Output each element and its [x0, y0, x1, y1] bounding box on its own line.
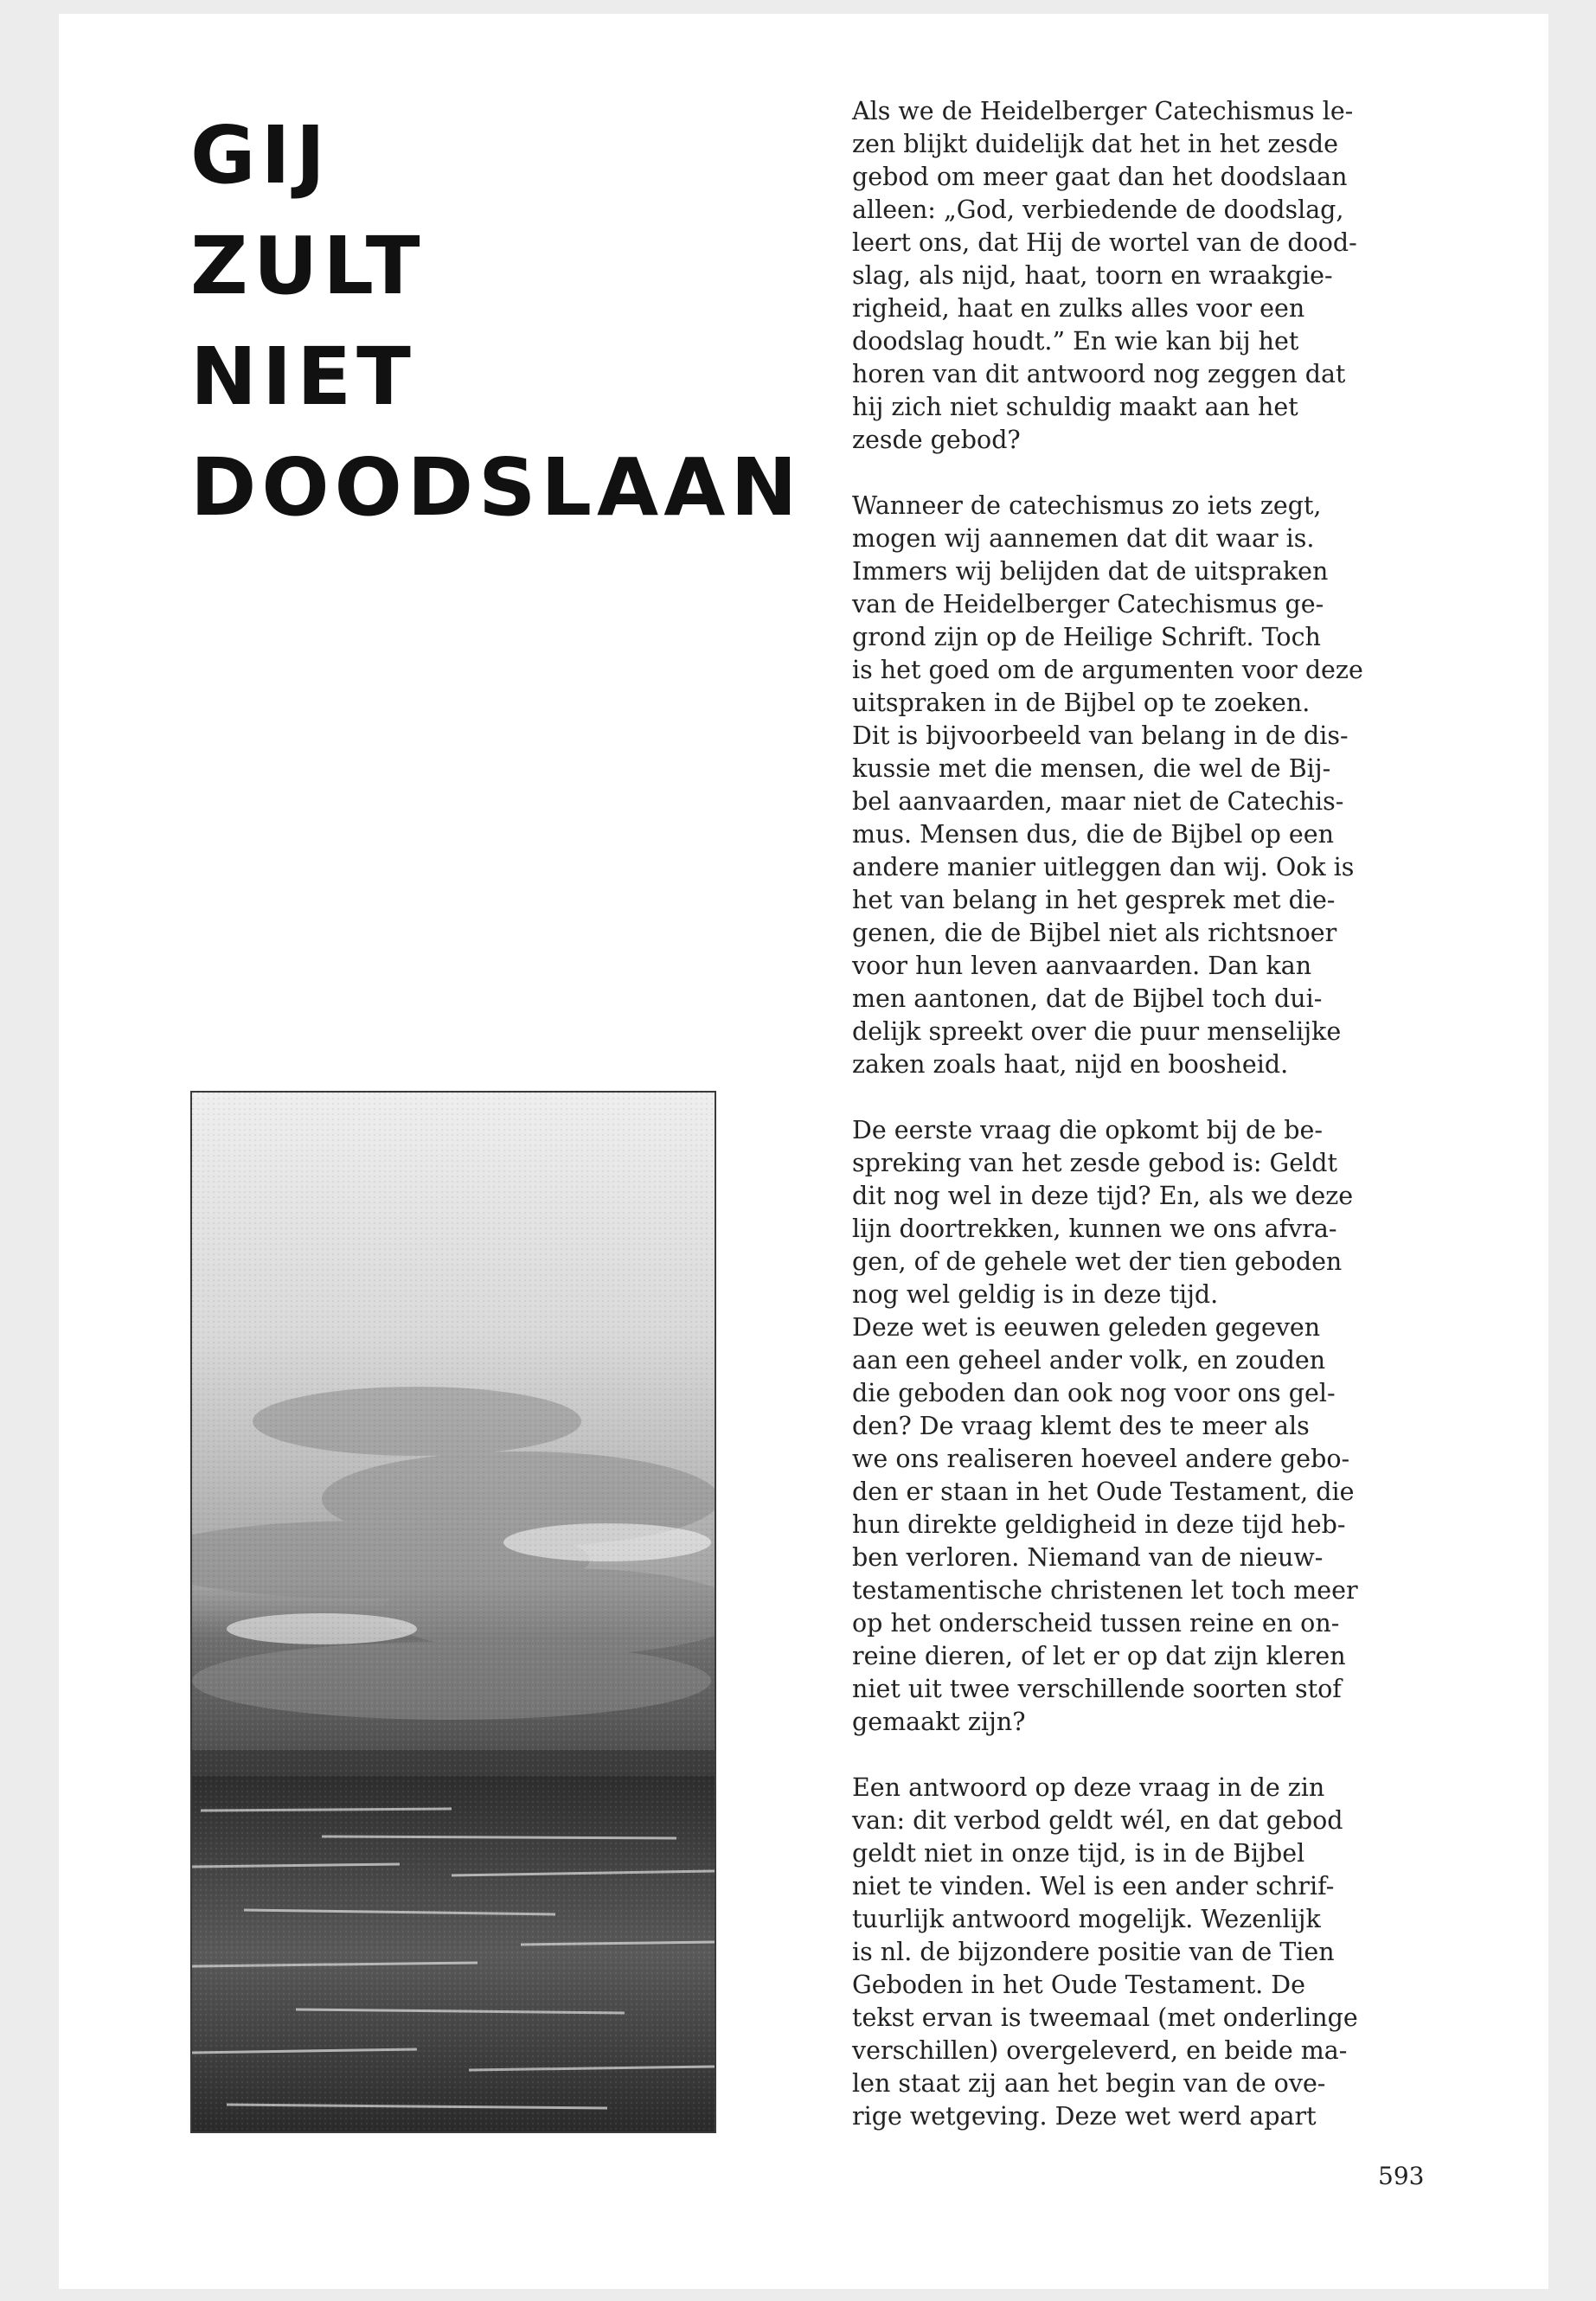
text-line: verschillen) overgeleverd, en beide ma-: [852, 2036, 1348, 2065]
text-line: delijk spreekt over die puur menselijke: [852, 1017, 1342, 1046]
paragraph-2: [852, 490, 1423, 1081]
text-line: dit nog wel in deze tijd? En, als we deze: [852, 1182, 1354, 1210]
text-line: niet uit twee verschillende soorten stof: [852, 1675, 1342, 1703]
text-line: hun direkte geldigheid in deze tijd heb-: [852, 1510, 1346, 1539]
text-line: grond zijn op de Heilige Schrift. Toch: [852, 623, 1321, 651]
title-line-2: ZULT: [190, 220, 426, 312]
text-line: De eerste vraag die opkomt bij de be-: [852, 1116, 1323, 1144]
text-line: den? De vraag klemt des te meer als: [852, 1412, 1310, 1440]
text-line: Als we de Heidelberger Catechismus le-: [852, 97, 1354, 125]
text-line: andere manier uitleggen dan wij. Ook is: [852, 853, 1355, 881]
text-line: op het onderscheid tussen reine en on-: [852, 1609, 1340, 1638]
text-line: nog wel geldig is in deze tijd.: [852, 1280, 1219, 1309]
text-line: zesde gebod?: [852, 426, 1021, 454]
text-line: zen blijkt duidelijk dat het in het zesde: [852, 130, 1338, 158]
text-line: van de Heidelberger Catechismus ge-: [852, 590, 1324, 619]
page-number: 593: [1378, 2162, 1425, 2190]
text-line: zaken zoals haat, nijd en boosheid.: [852, 1050, 1289, 1079]
paragraph-3: [852, 1114, 1423, 1311]
text-line: Een antwoord op deze vraag in de zin: [852, 1773, 1325, 1802]
text-line: spreking van het zesde gebod is: Geldt: [852, 1149, 1337, 1177]
text-line: mus. Mensen dus, die de Bijbel op een: [852, 820, 1334, 849]
text-line: hij zich niet schuldig maakt aan het: [852, 393, 1298, 421]
title-line-4: DOODSLAAN: [190, 441, 803, 534]
text-line: den er staan in het Oude Testament, die: [852, 1477, 1355, 1506]
text-line: voor hun leven aanvaarden. Dan kan: [852, 952, 1312, 980]
text-line: alleen: „God, verbiedende de doodslag,: [852, 195, 1344, 224]
text-line: doodslag houdt.” En wie kan bij het: [852, 327, 1299, 356]
article-title: [190, 100, 802, 543]
text-line: slag, als nijd, haat, toorn en wraakgie-: [852, 261, 1333, 290]
text-line: tuurlijk antwoord mogelijk. Wezenlijk: [852, 1905, 1321, 1933]
text-line: is nl. de bijzondere positie van de Tien: [852, 1938, 1335, 1966]
text-line: geldt niet in onze tijd, is in de Bijbel: [852, 1839, 1305, 1868]
text-line: Wanneer de catechismus zo iets zegt,: [852, 491, 1322, 520]
text-line: gen, of de gehele wet der tien geboden: [852, 1247, 1343, 1276]
text-line: men aantonen, dat de Bijbel toch dui-: [852, 984, 1323, 1013]
text-line: gemaakt zijn?: [852, 1708, 1026, 1736]
seascape-illustration: [192, 1093, 715, 2131]
text-line: len staat zij aan het begin van de ove-: [852, 2069, 1326, 2098]
text-line: we ons realiseren hoeveel andere gebo-: [852, 1445, 1350, 1473]
paragraph-4: [852, 1311, 1423, 1739]
text-line: bel aanvaarden, maar niet de Catechis-: [852, 787, 1344, 816]
text-line: aan een geheel ander volk, en zouden: [852, 1346, 1326, 1375]
text-line: lijn doortrekken, kunnen we ons afvra-: [852, 1215, 1337, 1243]
text-line: reine dieren, of let er op dat zijn kleren: [852, 1642, 1346, 1670]
text-line: ben verloren. Niemand van de nieuw-: [852, 1543, 1324, 1572]
text-line: Immers wij belijden dat de uitspraken: [852, 557, 1329, 586]
text-line: is het goed om de argumenten voor deze: [852, 656, 1363, 684]
title-line-3: NIET: [190, 330, 416, 423]
text-line: rige wetgeving. Deze wet werd apart: [852, 2102, 1317, 2131]
text-line: mogen wij aannemen dat dit waar is.: [852, 524, 1315, 553]
paragraph-1: [852, 95, 1423, 457]
text-line: kussie met die mensen, die wel de Bij-: [852, 754, 1331, 783]
text-line: Dit is bijvoorbeeld van belang in de dis-: [852, 721, 1349, 750]
text-line: horen van dit antwoord nog zeggen dat: [852, 360, 1346, 388]
text-line: van: dit verbod geldt wél, en dat gebod: [852, 1806, 1343, 1835]
title-line-1: GIJ: [190, 109, 330, 202]
text-line: tekst ervan is tweemaal (met onderlinge: [852, 2003, 1358, 2032]
text-line: Deze wet is eeuwen geleden gegeven: [852, 1313, 1321, 1342]
seascape-photo: [190, 1091, 716, 2133]
text-line: het van belang in het gesprek met die-: [852, 886, 1336, 914]
text-line: genen, die de Bijbel niet als richtsnoer: [852, 919, 1337, 947]
text-line: gebod om meer gaat dan het doodslaan: [852, 163, 1348, 191]
text-line: leert ons, dat Hij de wortel van de dood-: [852, 228, 1357, 257]
page: [59, 14, 1548, 2289]
article-body: [852, 95, 1423, 2133]
text-line: uitspraken in de Bijbel op te zoeken.: [852, 689, 1311, 717]
text-line: die geboden dan ook nog voor ons gel-: [852, 1379, 1336, 1407]
text-line: testamentische christenen let toch meer: [852, 1576, 1358, 1605]
text-line: niet te vinden. Wel is een ander schrif-: [852, 1872, 1335, 1900]
paragraph-5: [852, 1772, 1423, 2133]
text-line: righeid, haat en zulks alles voor een: [852, 294, 1305, 323]
text-line: Geboden in het Oude Testament. De: [852, 1971, 1305, 1999]
